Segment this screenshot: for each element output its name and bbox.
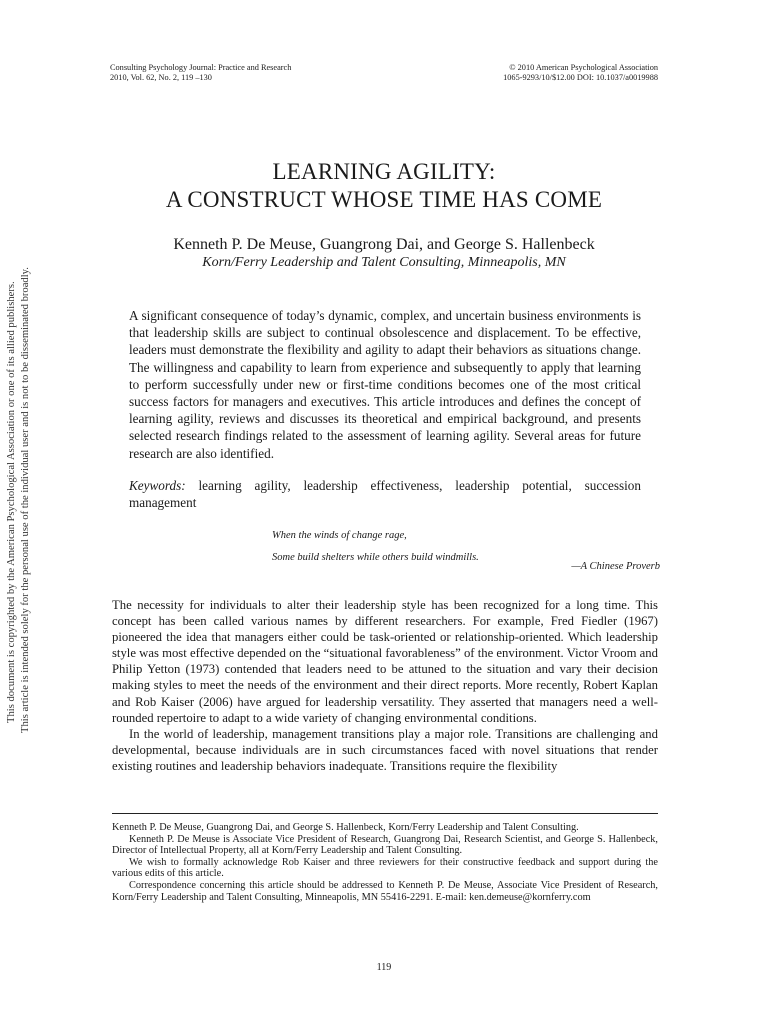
author-note bbox=[112, 822, 658, 903]
doi-line: 1065-9293/10/$12.00 DOI: 10.1037/a0019988 bbox=[503, 73, 658, 82]
author-note-3: We wish to formally acknowledge Rob Kaiser and three reviewers for their constructive feedback and support during the various edits of this article. bbox=[112, 856, 658, 880]
keywords bbox=[129, 477, 641, 511]
side-notice-line-1: This document is copyrighted by the American Psychological Association or one of its allied publishers. bbox=[6, 281, 17, 723]
epigraph-attribution: —A Chinese Proverb bbox=[571, 561, 660, 572]
side-notice-line-2: This article is intended solely for the personal use of the individual user and is not to be disseminated broadly. bbox=[20, 267, 31, 733]
copyright-side-notice bbox=[0, 0, 40, 800]
journal-volume: 2010, Vol. 62, No. 2, 119 –130 bbox=[110, 73, 212, 82]
author-note-2: Kenneth P. De Meuse is Associate Vice President of Research, Guangrong Dai, Research Scientist, and George S. Hallenbeck, Director of Intellectual Property, all at Korn/Ferry Leadership and Talent Consulting. bbox=[112, 833, 658, 857]
journal-header-left bbox=[110, 63, 291, 83]
keywords-text: learning agility, leadership effectiveness, leadership potential, succession management bbox=[129, 478, 641, 511]
author-list: Kenneth P. De Meuse, Guangrong Dai, and George S. Hallenbeck bbox=[173, 236, 595, 253]
epigraph-line-2: Some build shelters while others build windmills. bbox=[272, 551, 479, 563]
abstract: A significant consequence of today’s dynamic, complex, and uncertain business environments is that leadership skills are subject to continual obsolescence and displacement. To be effective, leaders must demonstrate the flexibility and agility to adapt their behaviors as situations change. The willingness and capability to learn from experience and subsequently to apply that learning to perform successfully under new or first-time conditions becomes one of the most critical success factors for managers and executives. This article introduces and defines the concept of learning agility, reviews and discusses its theoretical and empirical background, and presents selected research findings related to the assessment of learning agility. Several areas for future research are also identified. bbox=[129, 308, 641, 461]
page-number: 119 bbox=[376, 962, 392, 973]
epigraph bbox=[272, 525, 479, 568]
author-note-1: Kenneth P. De Meuse, Guangrong Dai, and George S. Hallenbeck, Korn/Ferry Leadership and Talent Consulting. bbox=[112, 822, 579, 833]
author-affiliation: Korn/Ferry Leadership and Talent Consulting, Minneapolis, MN bbox=[202, 255, 566, 270]
title-line-2: A CONSTRUCT WHOSE TIME HAS COME bbox=[165, 187, 603, 212]
journal-header-right bbox=[503, 63, 658, 83]
article-title bbox=[0, 158, 768, 214]
keywords-label: Keywords: bbox=[129, 478, 186, 493]
body-paragraph-1: The necessity for individuals to alter their leadership style has been recognized for a long time. This concept has been called various names by different researchers. For example, Fred Fiedler (1967) pioneered the idea that managers either could be task-oriented or relationship-oriented. Which leadership style was most effective depended on the “situational favorableness” of the environment. Victor Vroom and Philip Yetton (1973) contended that leaders need to be attuned to the situation and vary their decision making styles to meet the needs of the environment and their direct reports. More recently, Robert Kaplan and Rob Kaiser (2006) have argued for leadership versatility. They asserted that managers need a well-rounded repertoire to adapt to a wide variety of changing environmental conditions. bbox=[112, 598, 658, 725]
journal-name: Consulting Psychology Journal: Practice and Research bbox=[110, 63, 292, 72]
epigraph-line-1: When the winds of change rage, bbox=[272, 530, 407, 541]
author-note-4: Correspondence concerning this article should be addressed to Kenneth P. De Meuse, Associate Vice President of Research, Korn/Ferry Leadership and Talent Consulting, Minneapolis, MN 55416-2291. E-mail: ken.demeuse@kornferry.com bbox=[112, 879, 658, 903]
body-text bbox=[112, 597, 658, 774]
footnote-divider bbox=[112, 813, 658, 814]
title-line-1: LEARNING AGILITY: bbox=[272, 159, 496, 184]
body-paragraph-2: In the world of leadership, management transitions play a major role. Transitions are challenging and developmental, because individuals are in such circumstances faced with novel situations that render existing routines and leadership behaviors inadequate. Transitions require the flexibility bbox=[112, 726, 658, 773]
copyright-line: © 2010 American Psychological Association bbox=[509, 63, 658, 72]
